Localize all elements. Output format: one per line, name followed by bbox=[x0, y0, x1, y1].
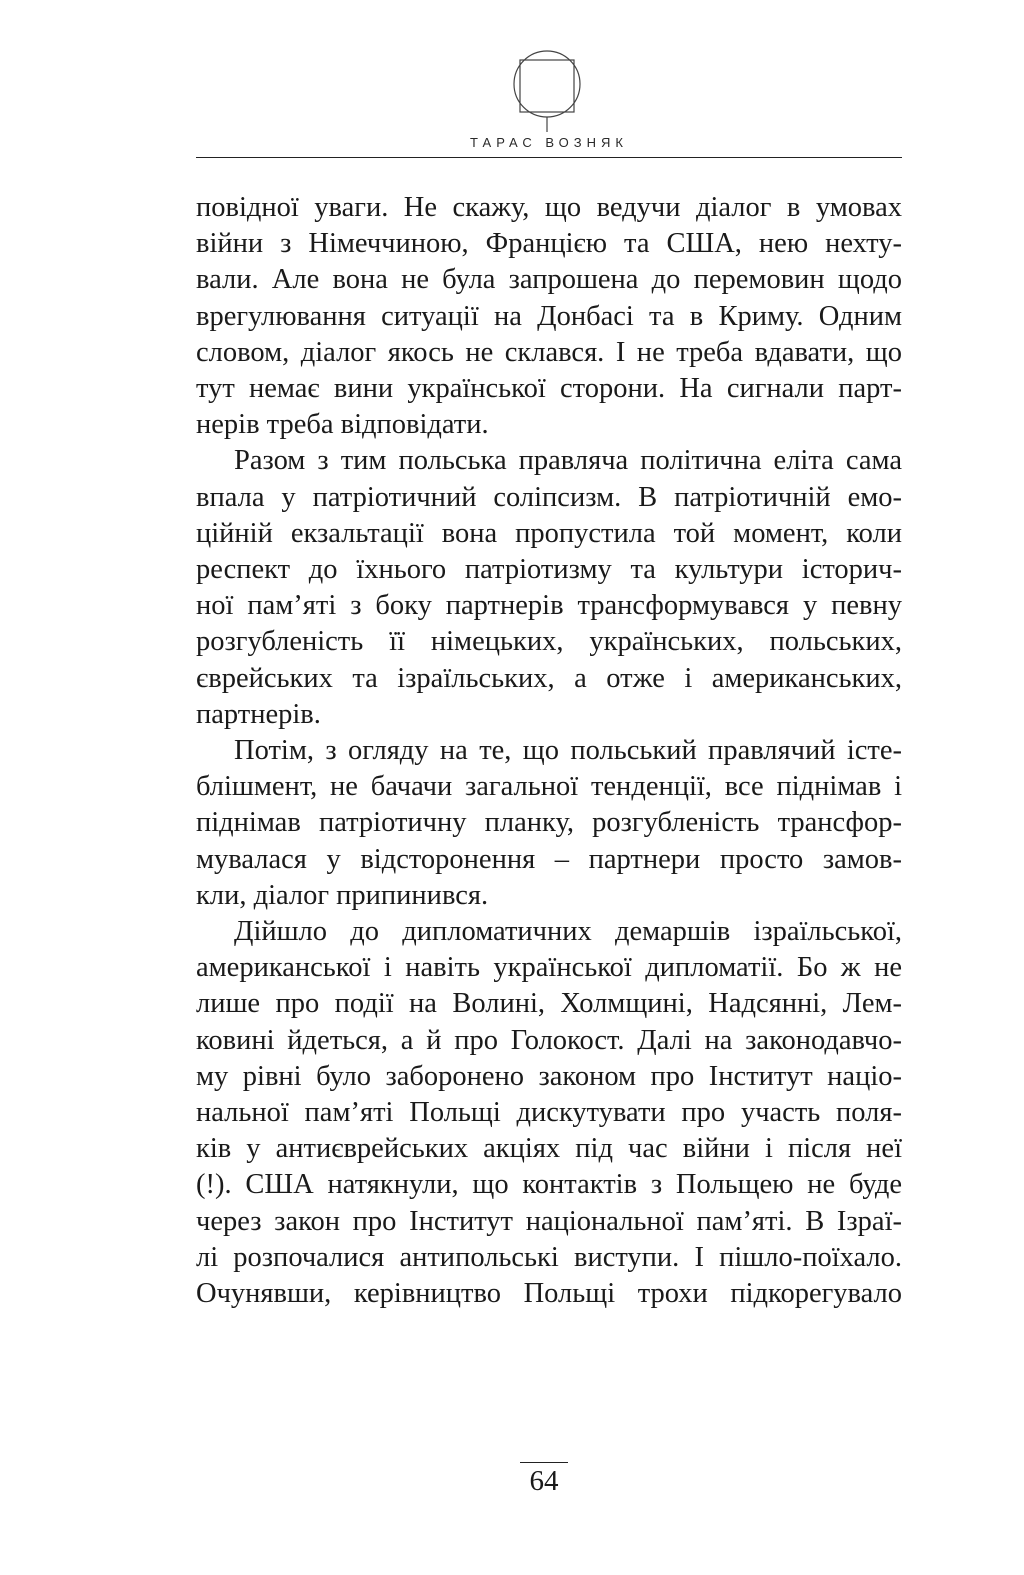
running-header-author: ТАРАС ВОЗНЯК bbox=[470, 135, 628, 150]
text-line: американської і навіть української дипломатії. Бо ж не bbox=[196, 952, 902, 984]
text-line: повідної уваги. Не скажу, що ведучи діалог в умовах bbox=[196, 192, 902, 223]
text-line: нальної пам’яті Польщі дискутувати про участь поля- bbox=[196, 1097, 902, 1129]
page-number: 64 bbox=[529, 1465, 559, 1497]
text-line: Потім, з огляду на те, що польський правлячий істе- bbox=[234, 735, 902, 767]
text-line: партнерів. bbox=[196, 698, 321, 730]
paragraph bbox=[196, 443, 902, 733]
text-line: через закон про Інститут національної пам’яті. В Ізраї- bbox=[196, 1205, 902, 1237]
text-line: єврейських та ізраїльських, а отже і американських, bbox=[196, 662, 902, 694]
text-line: ковині йдеться, а й про Голокост. Далі на законодавчо- bbox=[196, 1024, 902, 1056]
text-line: Разом з тим польська правляча політична еліта сама bbox=[234, 445, 902, 477]
text-line: лі розпочалися антипольські виступи. І пішло-поїхало. bbox=[196, 1241, 902, 1273]
text-line: розгубленість її німецьких, українських, польських, bbox=[196, 626, 902, 658]
text-line: впала у патріотичний соліпсизм. В патріотичній емо- bbox=[196, 481, 902, 513]
circle-square-emblem-icon bbox=[511, 48, 583, 138]
text-line: вали. Але вона не була запрошена до перемовин щодо bbox=[196, 264, 902, 296]
text-line: ційній екзальтації вона пропустила той момент, коли bbox=[196, 517, 902, 549]
text-line: кли, діалог припинився. bbox=[196, 879, 489, 911]
paragraph bbox=[196, 914, 902, 1312]
text-line: респект до їхнього патріотизму та культури історич- bbox=[196, 554, 902, 586]
text-line: ків у антиєврейських акціях під час війни і після неї bbox=[196, 1133, 902, 1165]
text-line: врегулювання ситуації на Донбасі та в Криму. Одним bbox=[196, 300, 902, 332]
header-rule bbox=[196, 157, 902, 158]
text-line: блішмент, не бачачи загальної тенденції, все піднімав і bbox=[196, 771, 902, 803]
text-line: Дійшло до дипломатичних демаршів ізраїльської, bbox=[234, 916, 902, 948]
body-text bbox=[196, 190, 902, 1312]
text-line: (!). США натякнули, що контактів з Польщею не буде bbox=[196, 1169, 902, 1201]
text-line: му рівні було заборонено законом про Інститут націо- bbox=[196, 1060, 902, 1092]
text-line: ної пам’яті з боку партнерів трансформувався у певну bbox=[196, 590, 902, 622]
text-line: війни з Німеччиною, Францією та США, нею нехту- bbox=[196, 228, 902, 260]
text-line: мувалася у відсторонення – партнери просто замов- bbox=[196, 843, 902, 875]
page-number-rule bbox=[520, 1462, 568, 1463]
text-line: Очунявши, керівництво Польщі трохи підкорегувало bbox=[196, 1278, 902, 1310]
text-line: піднімав патріотичну планку, розгубленість трансфор- bbox=[196, 807, 902, 839]
paragraph bbox=[196, 190, 902, 443]
text-line: нерів треба відповідати. bbox=[196, 409, 489, 441]
text-line: лише про події на Волині, Холмщині, Надсянні, Лем- bbox=[196, 988, 902, 1020]
text-line: словом, діалог якось не склався. І не треба вдавати, що bbox=[196, 336, 902, 368]
text-line: тут немає вини української сторони. На сигнали парт- bbox=[196, 373, 902, 405]
paragraph bbox=[196, 733, 902, 914]
